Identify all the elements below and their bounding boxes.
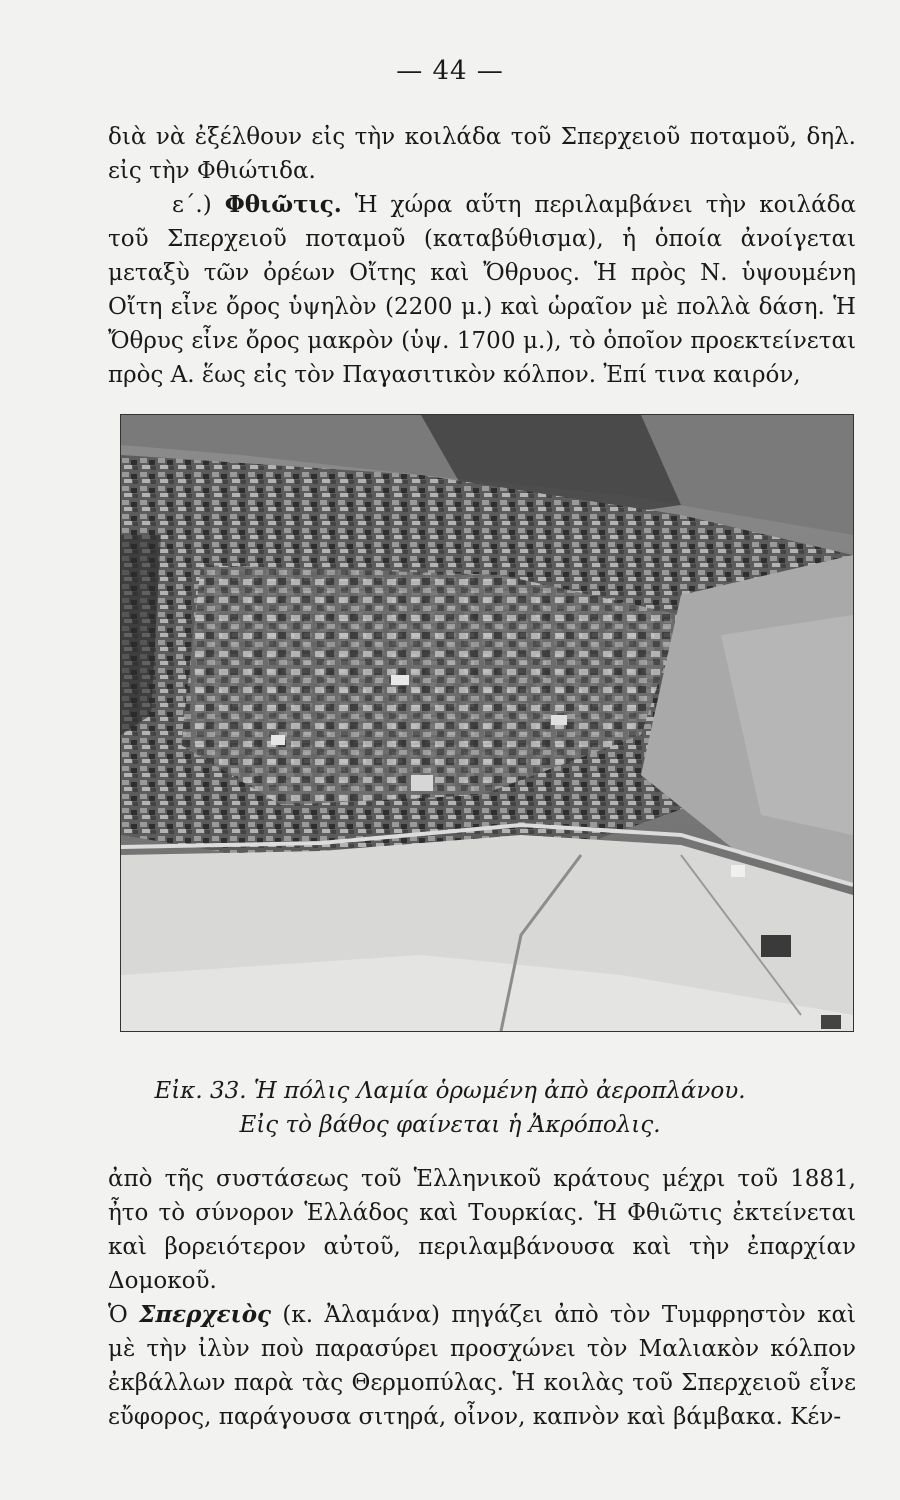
- figure-caption: [0, 1074, 900, 1142]
- top-paragraphs: [108, 120, 856, 392]
- section-body: Ἡ χώρα αὕτη περιλαμβάνει τὴν κοιλάδα τοῦ Σπερχειοῦ ποταμοῦ (καταβύθισμα), ἡ ὁποία ἀνοίγεται μεταξὺ τῶν ὀρέων Οἴτης καὶ Ὄθρυος. Ἡ πρὸς Ν. ὑψουμένη Οἴτη εἶνε ὄρος ὑψηλὸν (2200 μ.) καὶ ὡραῖον μὲ πολλὰ δάση. Ἡ Ὄθρυς εἶνε ὄρος μακρὸν (ὑψ. 1700 μ.), τὸ ὁποῖον προεκτείνεται πρὸς Α. ἕως εἰς τὸν Παγασιτικὸν κόλπον. Ἐπί τινα καιρόν,: [108, 192, 856, 388]
- aerial-photo-lamia: [120, 414, 854, 1032]
- bottom-part-1: ἀπὸ τῆς συστάσεως τοῦ Ἑλληνικοῦ κράτους μέχρι τοῦ 1881, ἦτο τὸ σύνορον Ἑλλάδος καὶ Τουρκίας. Ἡ Φθιῶτις ἐκτείνεται καὶ βορειότερον αὐτοῦ, περιλαμβάνουσα καὶ τὴν ἐπαρχίαν Δομοκοῦ.: [108, 1166, 856, 1294]
- bottom-part-2: (κ. Ἀλαμάνα) πηγάζει ἀπὸ τὸν Τυμφρηστὸν καὶ μὲ τὴν ἰλὺν ποὺ παρασύρει προσχώνει τὸν Μαλιακὸν κόλπον ἐκβάλλων παρὰ τὰς Θερμοπύλας. Ἡ κοιλὰς τοῦ Σπερχειοῦ εἶνε εὔφορος, παράγουσα σιτηρά, οἶνον, καπνὸν καὶ βάμβακα. Κέν-: [108, 1302, 857, 1430]
- bottom-text: [108, 1162, 856, 1434]
- caption-line-1: Εἰκ. 33. Ἡ πόλις Λαμία ὁρωμένη ἀπὸ ἀεροπλάνου.: [154, 1078, 746, 1104]
- caption-line-2: Εἰς τὸ βάθος φαίνεται ἡ Ἀκρόπολις.: [239, 1112, 661, 1138]
- page-number: — 44 —: [396, 56, 504, 86]
- aerial-photo-graphic: [121, 415, 853, 1031]
- river-name: Σπερχειὸς: [139, 1301, 272, 1328]
- section-marker: ε΄.): [172, 192, 212, 218]
- intro-sentence: διὰ νὰ ἐξέλθουν εἰς τὴν κοιλάδα τοῦ Σπερχειοῦ ποταμοῦ, δηλ. εἰς τὴν Φθιώτιδα.: [108, 124, 856, 184]
- river-article: Ὁ: [108, 1302, 128, 1328]
- bottom-paragraph: [108, 1162, 856, 1434]
- section-title: Φθιῶτις.: [224, 191, 342, 218]
- section-paragraph: [108, 188, 856, 392]
